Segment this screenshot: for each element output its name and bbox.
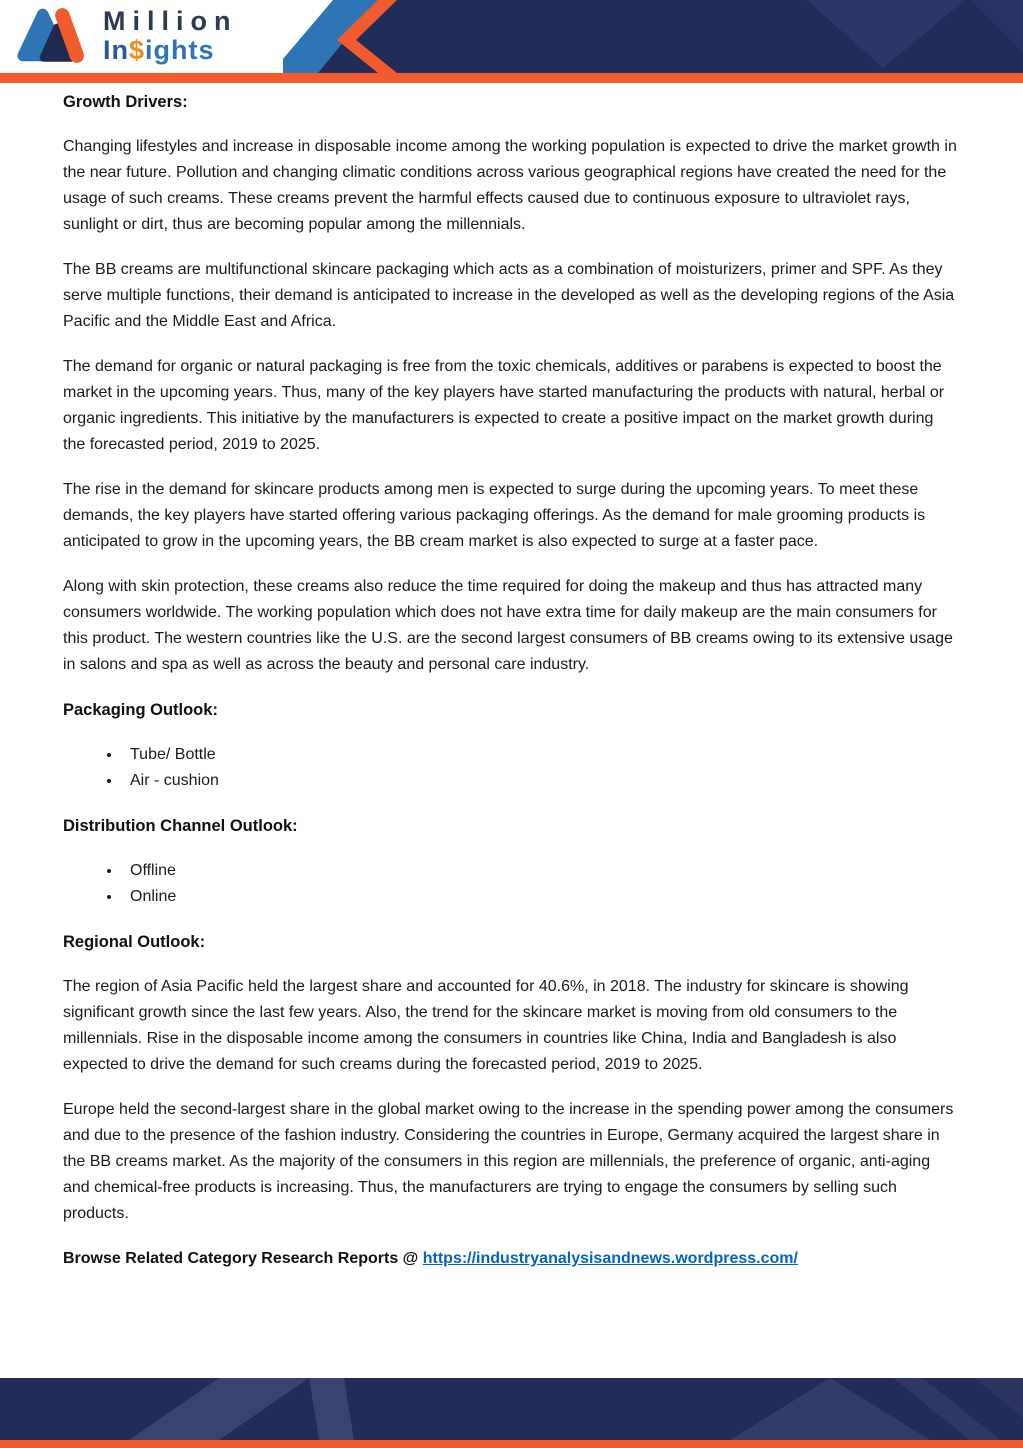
header-graphic	[283, 0, 1023, 73]
heading-distribution-outlook: Distribution Channel Outlook:	[63, 817, 298, 835]
list-item: • Tube/ Bottle	[122, 742, 960, 768]
logo-word-insights: In$ights	[103, 35, 215, 65]
packaging-outlook-list	[63, 742, 960, 794]
paragraph-growth-3: The demand for organic or natural packaging is free from the toxic chemicals, additives or parabens is expected to boost the market in the upcoming years. Thus, many of the key players have started manufacturing the products with natural, herbal or organic ingredients. This initiative by the manufacturers is expected to create a positive impact on the market growth during the forecasted period, 2019 to 2025.	[63, 358, 945, 453]
logo-text	[103, 7, 237, 65]
distribution-outlook-list	[63, 858, 960, 910]
footer-accent-bar	[0, 1440, 1023, 1448]
footer-banner	[0, 1378, 1023, 1448]
paragraph-growth-5: Along with skin protection, these creams also reduce the time required for doing the makeup and thus has attracted many consumers worldwide. The working population which does not have extra time for daily makeup are the main consumers for this product. The western countries like the U.S. are the second largest consumers of BB creams owing to its extensive usage in salons and spa as well as across the beauty and personal care industry.	[63, 578, 953, 673]
browse-reports-link[interactable]: https://industryanalysisandnews.wordpress.com/	[422, 1250, 798, 1267]
logo-dollar-glyph: $	[129, 35, 146, 65]
paragraph-regional-1: The region of Asia Pacific held the largest share and accounted for 40.6%, in 2018. The industry for skincare is showing significant growth since the last few years. Also, the trend for the skincare market is moving from old consumers to the millennials. Rise in the disposable income among the consumers in countries like China, India and Bangladesh is also expected to drive the demand for such creams during the forecasted period, 2019 to 2025.	[63, 978, 909, 1073]
paragraph-regional-2: Europe held the second-largest share in the global market owing to the increase in the spending power among the consumers and due to the presence of the fashion industry. Considering the countries in Europe, Germany acquired the largest share in the BB creams market. As the majority of the consumers in this region are millennials, the preference of organic, anti-aging and chemical-free products is increasing. Thus, the manufacturers are trying to engage the consumers by selling such products.	[63, 1101, 954, 1222]
footer-graphic	[0, 1378, 1023, 1440]
list-item: • Air - cushion	[122, 768, 960, 794]
document-body	[63, 84, 960, 1291]
million-insights-logo-icon	[13, 4, 89, 68]
paragraph-growth-1: Changing lifestyles and increase in disposable income among the working population is expected to drive the market growth in the near future. Pollution and changing climatic conditions across various geographical regions have created the need for the usage of such creams. These creams prevent the harmful effects caused due to continuous exposure to ultraviolet rays, sunlight or dirt, thus are becoming popular among the millennials.	[63, 138, 957, 233]
logo	[13, 4, 237, 68]
logo-word-million: Million	[103, 6, 238, 36]
header-accent-bar	[0, 73, 1023, 83]
list-item: • Offline	[122, 858, 960, 884]
header-banner	[0, 0, 1023, 84]
heading-packaging-outlook: Packaging Outlook:	[63, 701, 218, 719]
list-item: • Online	[122, 884, 960, 910]
browse-reports-line	[63, 1246, 960, 1272]
heading-growth-drivers: Growth Drivers:	[63, 93, 188, 111]
paragraph-growth-2: The BB creams are multifunctional skincare packaging which acts as a combination of moisturizers, primer and SPF. As they serve multiple functions, their demand is anticipated to increase in the developed as well as the developing regions of the Asia Pacific and the Middle East and Africa.	[63, 261, 955, 330]
paragraph-growth-4: The rise in the demand for skincare products among men is expected to surge during the upcoming years. To meet these demands, the key players have started offering various packaging offerings. As the demand for male grooming products is anticipated to grow in the upcoming years, the BB cream market is also expected to surge at a faster pace.	[63, 481, 926, 550]
browse-reports-label: Browse Related Category Research Reports @	[63, 1250, 419, 1267]
heading-regional-outlook: Regional Outlook:	[63, 933, 206, 951]
